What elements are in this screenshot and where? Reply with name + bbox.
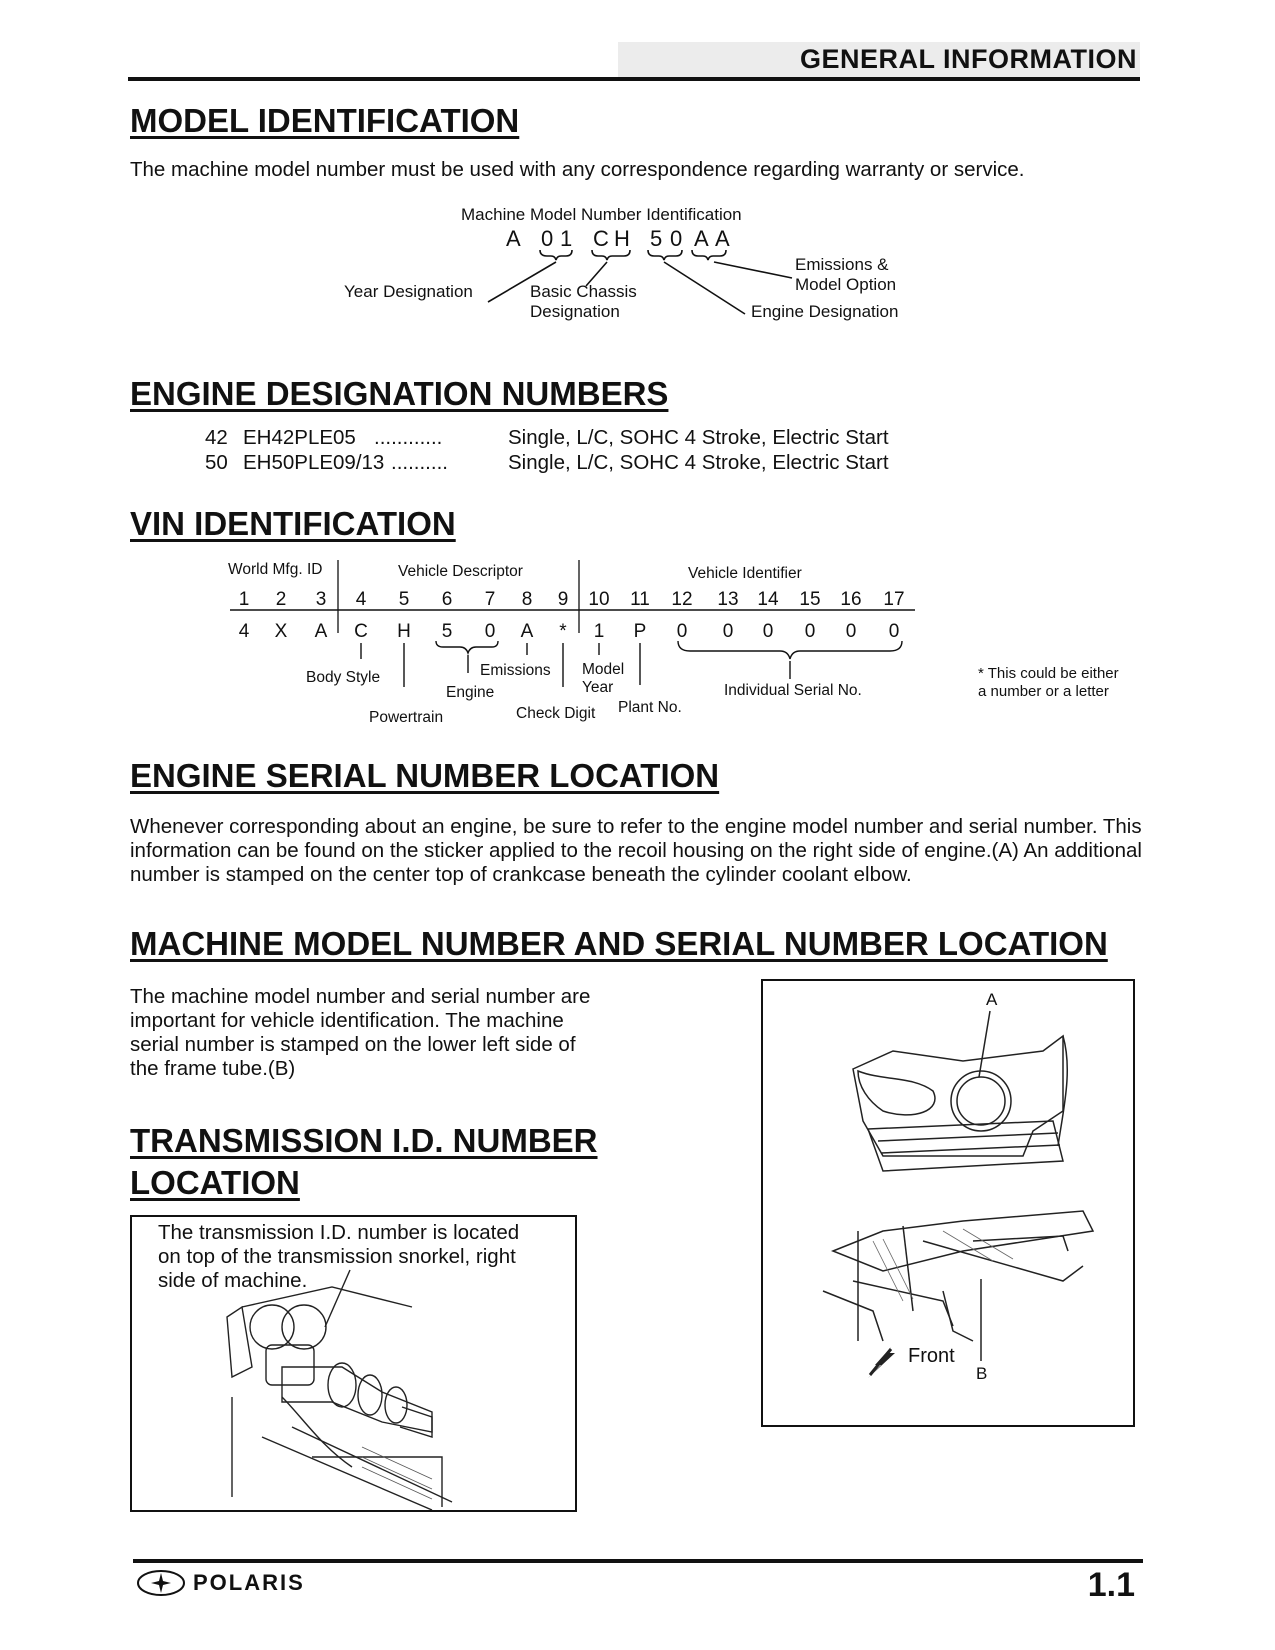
vin-char-12: 0 bbox=[676, 621, 688, 642]
model-char-2: 0 bbox=[541, 226, 554, 251]
vin-pos-16: 16 bbox=[840, 589, 862, 610]
engine-row bbox=[205, 451, 905, 476]
vin-pos-10: 10 bbox=[588, 589, 610, 610]
label-emissions-1: Emissions & bbox=[795, 255, 889, 274]
vin-pos-9: 9 bbox=[557, 589, 569, 610]
heading-line: TRANSMISSION I.D. NUMBER bbox=[130, 1122, 598, 1159]
engine-row bbox=[205, 426, 905, 451]
paragraph-line: Whenever corresponding about an engine, be sure to refer to the engine model number and serial number. This bbox=[130, 815, 1142, 838]
header-rule bbox=[128, 77, 1140, 81]
vin-pos-13: 13 bbox=[717, 589, 739, 610]
vin-group-identifier: Vehicle Identifier bbox=[688, 565, 802, 582]
label-chassis-1: Basic Chassis bbox=[530, 282, 637, 301]
engine-row-desc: Single, L/C, SOHC 4 Stroke, Electric Start bbox=[508, 426, 889, 449]
caption-line: side of machine. bbox=[158, 1269, 308, 1292]
paragraph-line: number is stamped on the center top of crankcase beneath the cylinder coolant elbow. bbox=[130, 863, 912, 886]
vin-char-16: 0 bbox=[845, 621, 857, 642]
footer-logo bbox=[135, 1568, 305, 1598]
vin-pos-17: 17 bbox=[883, 589, 905, 610]
brace-emissions bbox=[692, 250, 726, 260]
page-number: 1.1 bbox=[1087, 1566, 1135, 1604]
heading-vin-identification: VIN IDENTIFICATION bbox=[130, 505, 456, 542]
vin-pos-3: 3 bbox=[315, 589, 327, 610]
vin-char-9: * bbox=[559, 621, 567, 642]
heading-line: LOCATION bbox=[130, 1164, 300, 1201]
brace-year bbox=[540, 250, 572, 260]
label-engine-designation: Engine Designation bbox=[751, 302, 899, 321]
vin-char-4: C bbox=[354, 621, 368, 642]
vin-note-1: * This could be either bbox=[978, 665, 1119, 682]
vin-label-plant-no: Plant No. bbox=[618, 699, 682, 716]
brace-engine bbox=[648, 250, 682, 260]
vin-char-15: 0 bbox=[804, 621, 816, 642]
vin-pos-11: 11 bbox=[630, 589, 650, 610]
vin-char-13: 0 bbox=[722, 621, 734, 642]
caption-line: on top of the transmission snorkel, right bbox=[158, 1245, 516, 1268]
vin-char-2: X bbox=[274, 621, 288, 642]
model-number-diagram bbox=[0, 200, 1275, 340]
polaris-brand-text: POLARIS bbox=[193, 1570, 305, 1595]
heading-machine-serial-location: MACHINE MODEL NUMBER AND SERIAL NUMBER LOCATION bbox=[130, 925, 1108, 962]
engine-row-code: EH50PLE09/13 bbox=[243, 451, 385, 474]
vin-char-5: H bbox=[397, 621, 411, 642]
vin-diagram bbox=[0, 555, 1275, 735]
transmission-illustration bbox=[132, 1217, 575, 1510]
serial-location-figure-box bbox=[761, 979, 1135, 1427]
figure-label-b: B bbox=[976, 1364, 988, 1383]
vin-label-check-digit: Check Digit bbox=[516, 705, 596, 722]
label-year-designation: Year Designation bbox=[344, 282, 473, 301]
vin-note-2: a number or a letter bbox=[978, 683, 1109, 700]
brace-serial-digits bbox=[678, 641, 902, 659]
caption-line: The transmission I.D. number is located bbox=[158, 1221, 520, 1244]
label-emissions-2: Model Option bbox=[795, 275, 897, 294]
vin-pos-1: 1 bbox=[238, 589, 250, 610]
polaris-star-icon bbox=[135, 1568, 187, 1598]
heading-engine-serial-location: ENGINE SERIAL NUMBER LOCATION bbox=[130, 757, 720, 794]
vin-char-14: 0 bbox=[762, 621, 774, 642]
vin-char-17: 0 bbox=[888, 621, 900, 642]
model-char-6: 5 bbox=[650, 226, 663, 251]
machine-serial-paragraph bbox=[130, 985, 600, 1081]
paragraph-line: information can be found on the sticker applied to the recoil housing on the right side of engine.(A) An additional bbox=[130, 839, 1142, 862]
engine-row-dots: ............ bbox=[374, 426, 443, 449]
vin-pos-2: 2 bbox=[275, 589, 287, 610]
paragraph-line: The machine model number and serial number are bbox=[130, 985, 591, 1008]
model-char-7: 0 bbox=[670, 226, 683, 251]
model-id-intro: The machine model number must be used with any correspondence regarding warranty or service. bbox=[130, 158, 1025, 181]
vin-label-model-year-2: Year bbox=[582, 679, 614, 696]
engine-row-num: 50 bbox=[205, 451, 228, 474]
vin-pos-7: 7 bbox=[484, 589, 496, 610]
model-char-5: H bbox=[614, 226, 630, 251]
serial-location-illustration bbox=[763, 981, 1133, 1425]
model-char-4: C bbox=[593, 226, 609, 251]
vin-pos-8: 8 bbox=[521, 589, 533, 610]
vin-label-powertrain: Powertrain bbox=[369, 709, 444, 726]
label-chassis-2: Designation bbox=[530, 302, 620, 321]
model-diagram-title: Machine Model Number Identification bbox=[461, 205, 742, 224]
paragraph-line: important for vehicle identification. The machine bbox=[130, 1009, 564, 1032]
vin-char-7: 0 bbox=[484, 621, 496, 642]
paragraph-line: the frame tube.(B) bbox=[130, 1057, 296, 1080]
heading-engine-designation: ENGINE DESIGNATION NUMBERS bbox=[130, 375, 669, 412]
engine-row-desc: Single, L/C, SOHC 4 Stroke, Electric Start bbox=[508, 451, 889, 474]
vin-group-world: World Mfg. ID bbox=[228, 561, 323, 578]
vin-label-emissions: Emissions bbox=[480, 662, 551, 679]
model-char-9: A bbox=[715, 226, 730, 251]
model-char-3: 1 bbox=[560, 226, 573, 251]
heading-transmission-location bbox=[130, 1120, 598, 1204]
brace-chassis bbox=[592, 250, 630, 260]
footer-rule bbox=[133, 1559, 1143, 1563]
model-char-1: A bbox=[506, 226, 521, 251]
vin-pos-6: 6 bbox=[441, 589, 453, 610]
vin-pos-12: 12 bbox=[671, 589, 693, 610]
vin-char-8: A bbox=[520, 621, 534, 642]
page-header-title: GENERAL INFORMATION bbox=[800, 44, 1137, 74]
figure-label-front: Front bbox=[908, 1345, 955, 1367]
engine-row-dots: .......... bbox=[391, 451, 448, 474]
vin-char-6: 5 bbox=[441, 621, 453, 642]
figure-label-a: A bbox=[986, 990, 998, 1009]
model-char-8: A bbox=[694, 226, 709, 251]
vin-label-engine: Engine bbox=[446, 684, 495, 701]
vin-pos-15: 15 bbox=[799, 589, 821, 610]
vin-label-serial: Individual Serial No. bbox=[724, 682, 862, 699]
vin-char-11: P bbox=[633, 621, 647, 642]
vin-label-body-style: Body Style bbox=[306, 669, 381, 686]
heading-model-identification: MODEL IDENTIFICATION bbox=[130, 102, 520, 139]
vin-char-10: 1 bbox=[593, 621, 605, 642]
vin-char-1: 4 bbox=[238, 621, 250, 642]
vin-pos-4: 4 bbox=[355, 589, 367, 610]
vin-pos-14: 14 bbox=[757, 589, 779, 610]
engine-designation-list bbox=[205, 426, 905, 476]
paragraph-line: serial number is stamped on the lower left side of bbox=[130, 1033, 576, 1056]
engine-row-num: 42 bbox=[205, 426, 228, 449]
vin-group-descriptor: Vehicle Descriptor bbox=[398, 563, 523, 580]
engine-serial-paragraph bbox=[130, 815, 1150, 887]
vin-label-model-year-1: Model bbox=[582, 661, 625, 678]
vin-pos-5: 5 bbox=[398, 589, 410, 610]
transmission-figure-box bbox=[130, 1215, 577, 1512]
brace-engine-digits bbox=[436, 641, 498, 653]
engine-row-code: EH42PLE05 bbox=[243, 426, 356, 449]
vin-char-3: A bbox=[314, 621, 328, 642]
